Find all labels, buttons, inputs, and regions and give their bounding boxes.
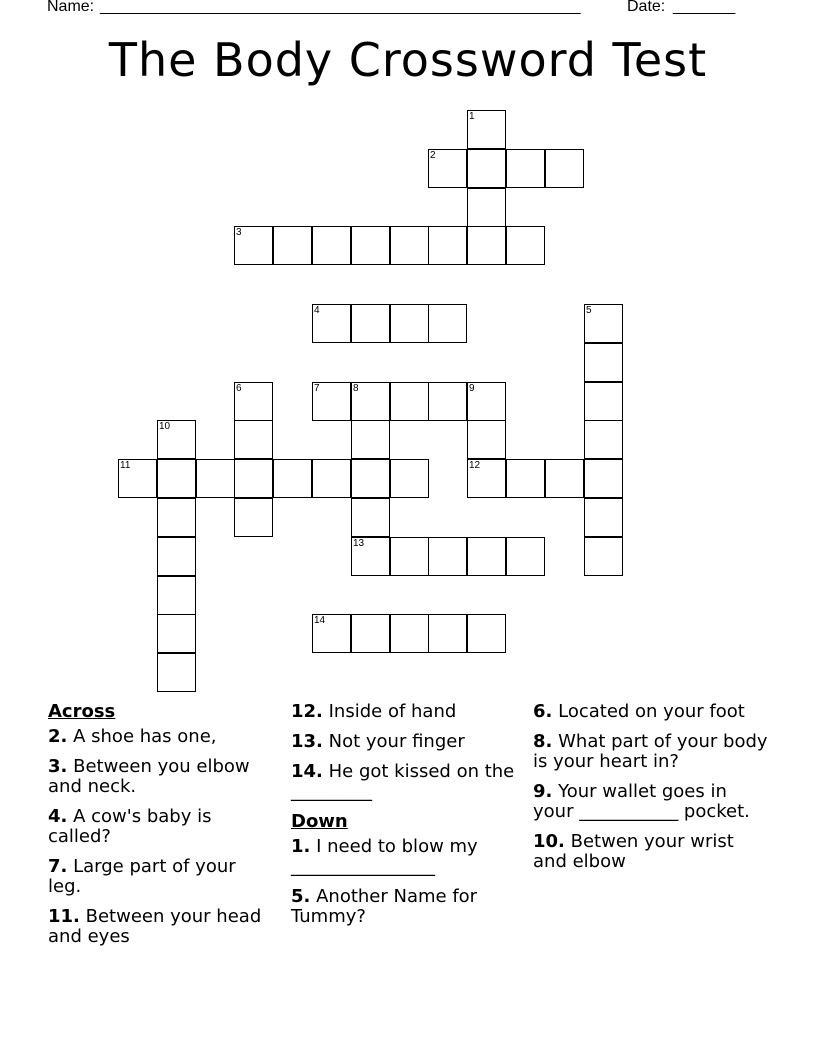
cell-number: 3 xyxy=(236,227,242,238)
cell-number: 4 xyxy=(314,305,320,316)
cell-number: 5 xyxy=(586,305,592,316)
clue-down-8 xyxy=(533,732,773,772)
clue-text: Between your head and eyes xyxy=(48,906,262,947)
clue-across-12 xyxy=(291,702,516,722)
clue-number: 2. xyxy=(48,726,68,747)
clue-across-13 xyxy=(291,732,516,752)
cell-number: 7 xyxy=(314,383,320,394)
clue-number: 14. xyxy=(291,761,323,782)
grid-cell[interactable] xyxy=(390,382,429,421)
down-heading: Down xyxy=(291,811,348,832)
date-label: Date: xyxy=(627,0,666,15)
clue-column-3 xyxy=(533,702,773,882)
grid-cell[interactable] xyxy=(545,149,584,188)
grid-cell[interactable] xyxy=(428,226,467,265)
grid-cell[interactable] xyxy=(584,420,623,459)
grid-cell[interactable] xyxy=(234,420,273,459)
clue-text: He got kissed on the _________ xyxy=(291,761,515,802)
clue-across-3 xyxy=(48,757,273,797)
grid-cell[interactable] xyxy=(428,304,467,343)
cell-number: 1 xyxy=(469,111,475,122)
date-line: _______ xyxy=(673,0,736,15)
grid-cell[interactable] xyxy=(351,420,390,459)
clue-text: A cow's baby is called? xyxy=(48,806,212,847)
grid-cell[interactable] xyxy=(351,614,390,653)
grid-cell[interactable] xyxy=(584,537,623,576)
clue-number: 4. xyxy=(48,806,68,827)
grid-cell[interactable] xyxy=(351,304,390,343)
clue-number: 1. xyxy=(291,836,311,857)
grid-cell[interactable] xyxy=(312,459,351,498)
clue-across-7 xyxy=(48,857,273,897)
cell-number: 8 xyxy=(353,383,359,394)
cell-number: 13 xyxy=(353,538,365,549)
grid-cell[interactable] xyxy=(428,537,467,576)
grid-cell[interactable] xyxy=(157,459,196,498)
grid-cell[interactable] xyxy=(312,226,351,265)
clue-down-5 xyxy=(291,887,516,927)
grid-cell[interactable] xyxy=(157,614,196,653)
grid-cell[interactable] xyxy=(428,149,467,188)
grid-cell[interactable] xyxy=(506,537,545,576)
clue-across-11 xyxy=(48,907,273,947)
clue-text: Not your finger xyxy=(328,731,465,752)
grid-cell[interactable] xyxy=(467,110,506,149)
grid-cell[interactable] xyxy=(467,226,506,265)
grid-cell[interactable] xyxy=(390,304,429,343)
grid-cell[interactable] xyxy=(273,226,312,265)
grid-cell[interactable] xyxy=(351,382,390,421)
clue-number: 13. xyxy=(291,731,323,752)
clue-text: What part of your body is your heart in? xyxy=(533,731,768,772)
clue-down-9 xyxy=(533,782,773,822)
grid-cell[interactable] xyxy=(584,498,623,537)
cell-number: 11 xyxy=(120,460,131,471)
grid-cell[interactable] xyxy=(584,459,623,498)
grid-cell[interactable] xyxy=(584,343,623,382)
cell-number: 12 xyxy=(469,460,481,471)
cell-number: 2 xyxy=(430,150,436,161)
grid-cell[interactable] xyxy=(390,226,429,265)
clue-text: Another Name for Tummy? xyxy=(291,886,478,927)
cell-number: 10 xyxy=(159,421,171,432)
clue-text: Between you elbow and neck. xyxy=(48,756,250,797)
grid-cell[interactable] xyxy=(157,420,196,459)
name-line: ______________________________________________________ xyxy=(100,0,581,15)
clue-number: 6. xyxy=(533,701,553,722)
clue-number: 7. xyxy=(48,856,68,877)
clue-number: 12. xyxy=(291,701,323,722)
grid-cell[interactable] xyxy=(234,226,273,265)
clue-text: I need to blow my ________________ xyxy=(291,836,478,877)
clue-down-10 xyxy=(533,832,773,872)
grid-cell[interactable] xyxy=(351,226,390,265)
grid-cell[interactable] xyxy=(390,614,429,653)
grid-cell[interactable] xyxy=(312,382,351,421)
clue-number: 8. xyxy=(533,731,553,752)
name-label: Name: xyxy=(47,0,95,15)
clue-text: A shoe has one, xyxy=(73,726,217,747)
cell-number: 6 xyxy=(236,383,242,394)
across-heading: Across xyxy=(48,701,116,722)
grid-cell[interactable] xyxy=(467,420,506,459)
clue-number: 3. xyxy=(48,756,68,777)
clue-number: 9. xyxy=(533,781,553,802)
grid-cell[interactable] xyxy=(351,459,390,498)
cell-number: 9 xyxy=(469,383,475,394)
grid-cell[interactable] xyxy=(157,576,196,615)
clue-across-14 xyxy=(291,762,516,802)
clue-number: 10. xyxy=(533,831,565,852)
grid-cell[interactable] xyxy=(351,537,390,576)
grid-cell[interactable] xyxy=(467,382,506,421)
grid-cell[interactable] xyxy=(234,498,273,537)
grid-cell[interactable] xyxy=(584,304,623,343)
grid-cell[interactable] xyxy=(273,459,312,498)
clue-down-6 xyxy=(533,702,773,722)
grid-cell[interactable] xyxy=(506,149,545,188)
grid-cell[interactable] xyxy=(428,614,467,653)
clue-text: Inside of hand xyxy=(328,701,457,722)
grid-cell[interactable] xyxy=(545,459,584,498)
grid-cell[interactable] xyxy=(467,459,506,498)
grid-cell[interactable] xyxy=(428,382,467,421)
clue-across-4 xyxy=(48,807,273,847)
clue-column-1 xyxy=(48,702,273,957)
clue-down-1 xyxy=(291,837,516,877)
grid-cell[interactable] xyxy=(467,188,506,227)
clue-text: Betwen your wrist and elbow xyxy=(533,831,734,872)
clue-column-2 xyxy=(291,702,516,937)
clue-text: Your wallet goes in your ___________ pocket. xyxy=(533,781,750,822)
grid-cell[interactable] xyxy=(234,459,273,498)
grid-cell[interactable] xyxy=(467,614,506,653)
grid-cell[interactable] xyxy=(157,537,196,576)
clue-number: 11. xyxy=(48,906,80,927)
grid-cell[interactable] xyxy=(234,382,273,421)
grid-cell[interactable] xyxy=(506,459,545,498)
grid-cell[interactable] xyxy=(118,459,157,498)
grid-cell[interactable] xyxy=(312,304,351,343)
grid-cell[interactable] xyxy=(390,459,429,498)
clue-across-2 xyxy=(48,727,273,747)
clue-number: 5. xyxy=(291,886,311,907)
grid-cell[interactable] xyxy=(157,653,196,692)
grid-cell[interactable] xyxy=(351,498,390,537)
grid-cell[interactable] xyxy=(584,382,623,421)
grid-cell[interactable] xyxy=(157,498,196,537)
grid-cell[interactable] xyxy=(390,537,429,576)
grid-cell[interactable] xyxy=(467,537,506,576)
clue-text: Located on your foot xyxy=(558,701,745,722)
cell-number: 14 xyxy=(314,615,326,626)
grid-cell[interactable] xyxy=(312,614,351,653)
grid-cell[interactable] xyxy=(467,149,506,188)
clue-text: Large part of your leg. xyxy=(48,856,236,897)
page-title: The Body Crossword Test xyxy=(108,33,708,87)
grid-cell[interactable] xyxy=(506,226,545,265)
grid-cell[interactable] xyxy=(196,459,235,498)
